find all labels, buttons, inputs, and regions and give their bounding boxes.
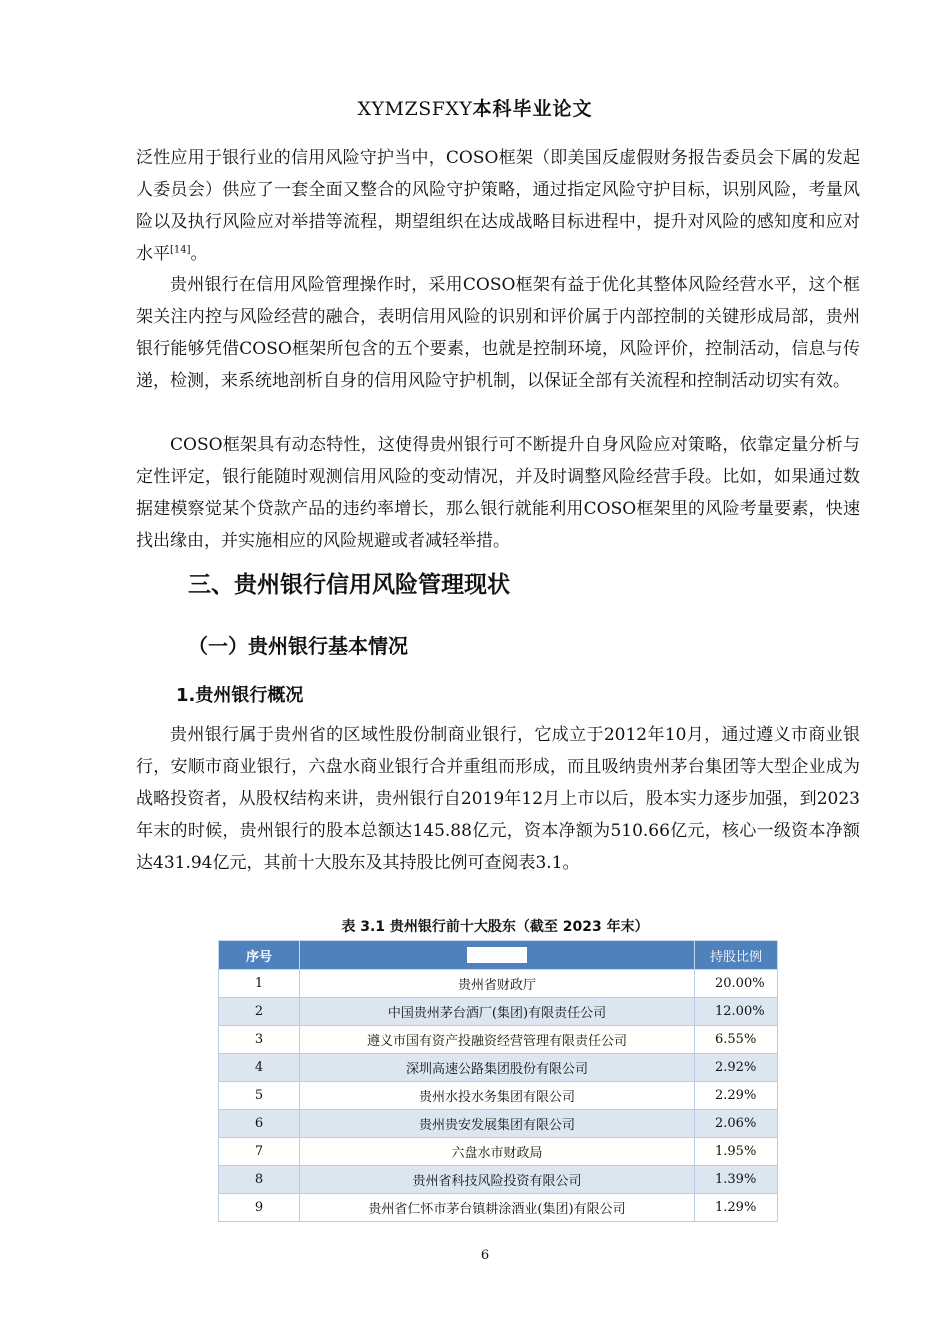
cell-name: 遵义市国有资产投融资经营管理有限责任公司 — [300, 1026, 695, 1054]
cell-pct: 20.00% — [695, 970, 778, 998]
cell-pct: 12.00% — [695, 998, 778, 1026]
table-row — [219, 970, 778, 998]
cell-pct: 1.39% — [695, 1166, 778, 1194]
table-row — [219, 1110, 778, 1138]
cell-pct: 1.95% — [695, 1138, 778, 1166]
cell-no: 3 — [219, 1026, 300, 1054]
table-row — [219, 1138, 778, 1166]
cell-no: 1 — [219, 970, 300, 998]
citation-ref: [14] — [170, 244, 191, 256]
cell-pct: 2.92% — [695, 1054, 778, 1082]
cell-no: 7 — [219, 1138, 300, 1166]
cell-name: 六盘水市财政局 — [300, 1138, 695, 1166]
table-row — [219, 1194, 778, 1222]
header-code: XYMZSFXY — [357, 98, 473, 120]
cell-name: 贵州贵安发展集团有限公司 — [300, 1110, 695, 1138]
paragraph-coso-intro — [136, 142, 860, 270]
table-row — [219, 1082, 778, 1110]
subsection-heading: （一）贵州银行基本情况 — [188, 634, 408, 658]
cell-pct: 2.29% — [695, 1082, 778, 1110]
cell-name: 贵州省仁怀市茅台镇耕涂酒业(集团)有限公司 — [300, 1194, 695, 1222]
page-number: 6 — [480, 1248, 490, 1263]
cell-name: 贵州省财政厅 — [300, 970, 695, 998]
page-header — [0, 94, 950, 121]
header-share-ratio: 持股比例 — [695, 941, 778, 970]
table-header-row — [219, 941, 778, 970]
shareholder-table — [218, 940, 778, 1222]
table-row — [219, 1054, 778, 1082]
cell-name: 深圳高速公路集团股份有限公司 — [300, 1054, 695, 1082]
cell-name: 贵州水投水务集团有限公司 — [300, 1082, 695, 1110]
cell-no: 8 — [219, 1166, 300, 1194]
cell-pct: 2.06% — [695, 1110, 778, 1138]
paragraph-coso-dynamic: COSO框架具有动态特性，这使得贵州银行可不断提升自身风险应对策略，依靠定量分析与定性评定，银行能随时观测信用风险的变动情况，并及时调整风险经营手段。比如，如果通过数据建模察觉某个贷款产品的违约率增长，那么银行就能利用COSO框架里的风险考量要素，快速找出缘由，并实施相应的风险规避或者减轻举措。 — [136, 435, 860, 551]
cell-pct: 1.29% — [695, 1194, 778, 1222]
cell-no: 9 — [219, 1194, 300, 1222]
cell-no: 5 — [219, 1082, 300, 1110]
redaction-box — [467, 947, 527, 963]
paragraph-text: 泛性应用于银行业的信用风险守护当中，COSO框架（即美国反虚假财务报告委员会下属的发起人委员会）供应了一套全面又整合的风险守护策略，通过指定风险守护目标，识别风险，考量风险以及执行风险应对举措等流程，期望组织在达成战略目标进程中，提升对风险的感知度和应对水平 — [136, 148, 860, 264]
table-row — [219, 998, 778, 1026]
cell-pct: 6.55% — [695, 1026, 778, 1054]
cell-no: 2 — [219, 998, 300, 1026]
cell-no: 4 — [219, 1054, 300, 1082]
cell-name: 中国贵州茅台酒厂(集团)有限责任公司 — [300, 998, 695, 1026]
paragraph-coso-application: 贵州银行在信用风险管理操作时，采用COSO框架有益于优化其整体风险经营水平，这个框架关注内控与风险经营的融合，表明信用风险的识别和评价属于内部控制的关键形成局部，贵州银行能够凭借COSO框架所包含的五个要素，也就是控制环境，风险评价，控制活动，信息与传递，检测，来系统地剖析自身的信用风险守护机制，以保证全部有关流程和控制活动切实有效。 — [136, 275, 860, 391]
header-shareholder-masked — [300, 941, 695, 970]
section-heading: 三、贵州银行信用风险管理现状 — [188, 572, 510, 598]
subsubsection-heading: 1.贵州银行概况 — [176, 685, 304, 706]
table-caption: 表 3.1 贵州银行前十大股东（截至 2023 年末） — [341, 919, 649, 935]
header-title: 本科毕业论文 — [472, 98, 593, 120]
table-row — [219, 1166, 778, 1194]
cell-no: 6 — [219, 1110, 300, 1138]
paragraph-end: 。 — [190, 244, 208, 264]
table-row — [219, 1026, 778, 1054]
header-serial: 序号 — [219, 941, 300, 970]
paragraph-bank-overview: 贵州银行属于贵州省的区域性股份制商业银行，它成立于2012年10月，通过遵义市商业银行，安顺市商业银行，六盘水商业银行合并重组而形成，而且吸纳贵州茅台集团等大型企业成为战略投资者，从股权结构来讲，贵州银行自2019年12月上市以后，股本实力逐步加强，到2023年末的时候，贵州银行的股本总额达145.88亿元，资本净额为510.66亿元，核心一级资本净额达431.94亿元，其前十大股东及其持股比例可查阅表3.1。 — [136, 725, 860, 873]
cell-name: 贵州省科技风险投资有限公司 — [300, 1166, 695, 1194]
